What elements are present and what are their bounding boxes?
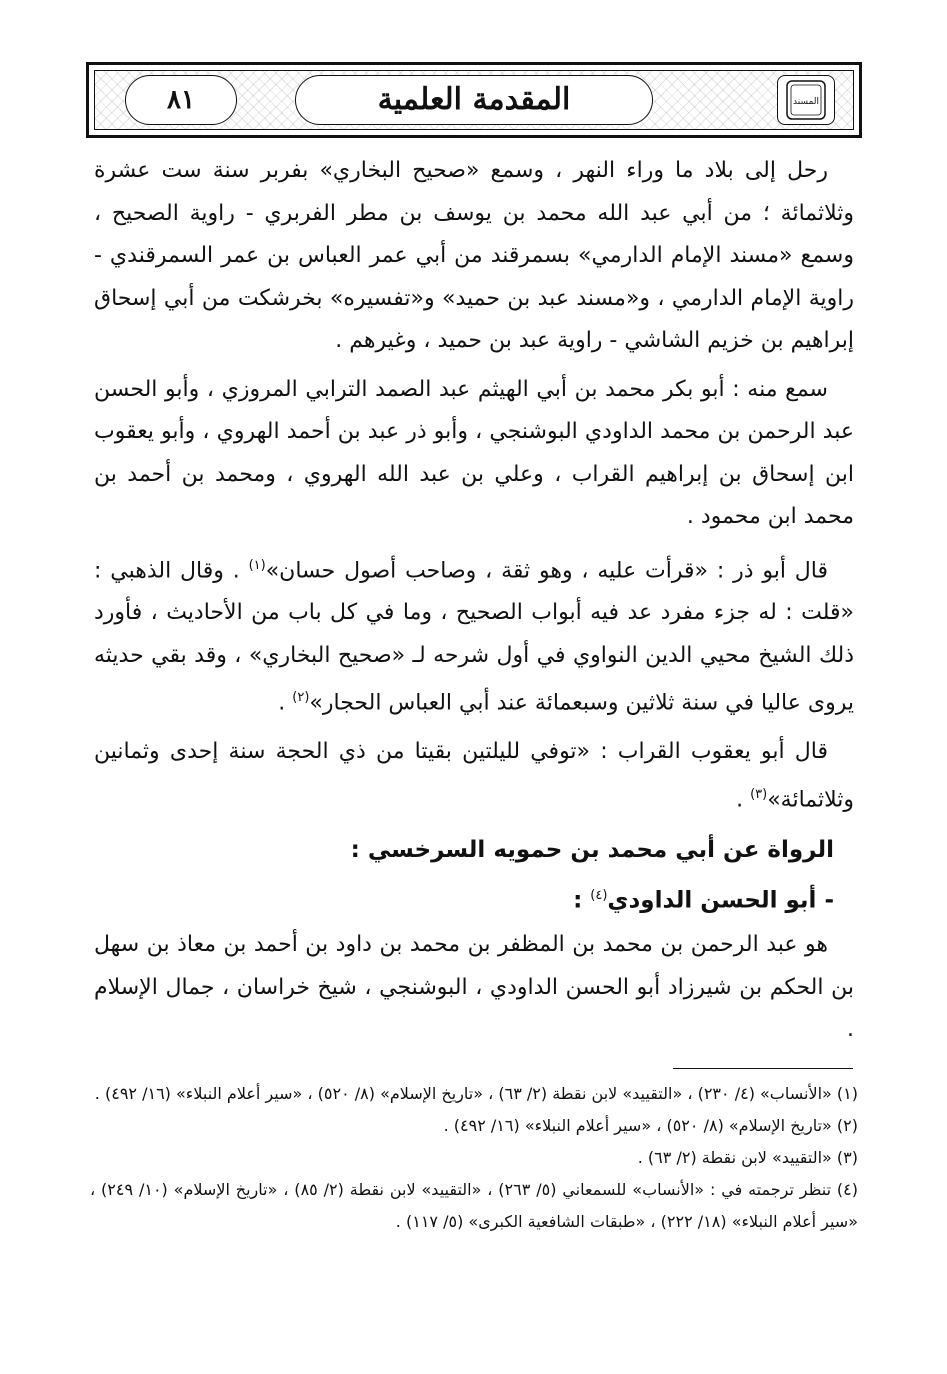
header-ornament-band	[94, 70, 854, 130]
publisher-logo	[777, 75, 835, 125]
logo-text: المسند	[793, 97, 819, 107]
subsection-heading	[94, 873, 854, 924]
page-number-badge	[125, 75, 237, 125]
footnotes	[90, 1078, 858, 1238]
quote-dhahabi: . وقال الذهبي : «قلت : له جزء مفرد عد فيه أبواب الصحيح ، وما في كل باب من الأحاديث ، فأورد ذلك الشيخ محيي الدين النواوي في أول شرحه لـ «صحيح البخاري» ، وقد بقي حديثه يروى عاليا في سنة ثلاثين وسبعمائة عند أبي العباس الحجار»	[94, 557, 854, 716]
header-title-plate	[295, 75, 653, 125]
paragraph-travel: رحل إلى بلاد ما وراء النهر ، وسمع «صحيح البخاري» بفربر سنة ست عشرة وثلاثمائة ؛ من أبي عبد الله محمد بن يوسف بن مطر الفربري - راوية الصحيح ، وسمع «مسند الإمام الدارمي» بسمرقند من أبي عمر العباس بن عمر السمرقندي - راوية الإمام الدارمي ، و«مسند عبد بن حميد» و«تفسيره» بخرشكت من أبي إسحاق إبراهيم بن خزيم الشاشي - راوية عبد بن حميد ، وغيرهم .	[94, 158, 854, 353]
footnote-separator	[673, 1068, 853, 1069]
footnote-1: (١) «الأنساب» (٤/ ٢٣٠) ، «التقييد» لابن نقطة (٢/ ٦٣) ، «تاريخ الإسلام» (٨/ ٥٢٠) ، «سير أعلام النبلاء» (١٦/ ٤٩٢) .	[94, 1084, 858, 1103]
running-title: المقدمة العلمية	[377, 82, 571, 117]
paragraph-death	[94, 731, 854, 821]
footnote-2: (٢) «تاريخ الإسلام» (٨/ ٥٢٠) ، «سير أعلام النبلاء» (١٦/ ٤٩٢) .	[443, 1116, 858, 1135]
footnote-ref-1[interactable]: (١)	[248, 557, 266, 573]
paragraph-end: .	[736, 786, 751, 812]
footnote-ref-3[interactable]: (٣)	[750, 786, 768, 802]
subsection-colon: :	[573, 888, 591, 915]
logo-emblem-icon	[784, 78, 828, 122]
paragraph-students: سمع منه : أبو بكر محمد بن أبي الهيثم عبد الصمد الترابي المروزي ، وأبو الحسن عبد الرحمن بن محمد الداودي البوشنجي ، وأبو ذر عبد بن أحمد الهروي ، وأبو يعقوب ابن إسحاق بن إبراهيم القراب ، وعلي بن عبد الله الهروي ، ومحمد بن أحمد بن محمد ابن محمود .	[94, 376, 854, 529]
main-text	[94, 150, 854, 1058]
footnote-ref-2[interactable]: (٢)	[292, 690, 310, 706]
paragraph-end: .	[278, 690, 293, 716]
page-number: ٨١	[167, 85, 195, 115]
paragraph-biography: هو عبد الرحمن بن محمد بن المظفر بن محمد بن داود بن أحمد بن معاذ بن سهل بن الحكم بن شيرزاد أبو الحسن الداودي ، البوشنجي ، شيخ خراسان ، جمال الإسلام .	[94, 932, 854, 1043]
quote-abu-dhar: قال أبو ذر : «قرأت عليه ، وهو ثقة ، وصاحب أصول حسان»	[265, 557, 828, 583]
subsection-title: - أبو الحسن الداودي	[607, 888, 834, 915]
footnote-3: (٣) «التقييد» لابن نقطة (٢/ ٦٣) .	[637, 1148, 858, 1167]
section-heading: الرواة عن أبي محمد بن حمويه السرخسي :	[350, 837, 834, 864]
death-quote: قال أبو يعقوب القراب : «توفي لليلتين بقيتا من ذي الحجة سنة إحدى وثمانين وثلاثمائة»	[94, 739, 854, 812]
paragraph-quotes	[94, 545, 854, 726]
footnote-4: (٤) تنظر ترجمته في : «الأنساب» للسمعاني (٥/ ٢٦٣) ، «التقييد» لابن نقطة (٢/ ٨٥) ، «تاريخ الإسلام» (١٠/ ٢٤٩) ، «سير أعلام النبلاء» (١٨/ ٢٢٢) ، «طبقات الشافعية الكبرى» (٥/ ١١٧) .	[90, 1180, 859, 1231]
footnote-ref-4[interactable]: (٤)	[590, 888, 608, 904]
page-header	[86, 62, 862, 138]
